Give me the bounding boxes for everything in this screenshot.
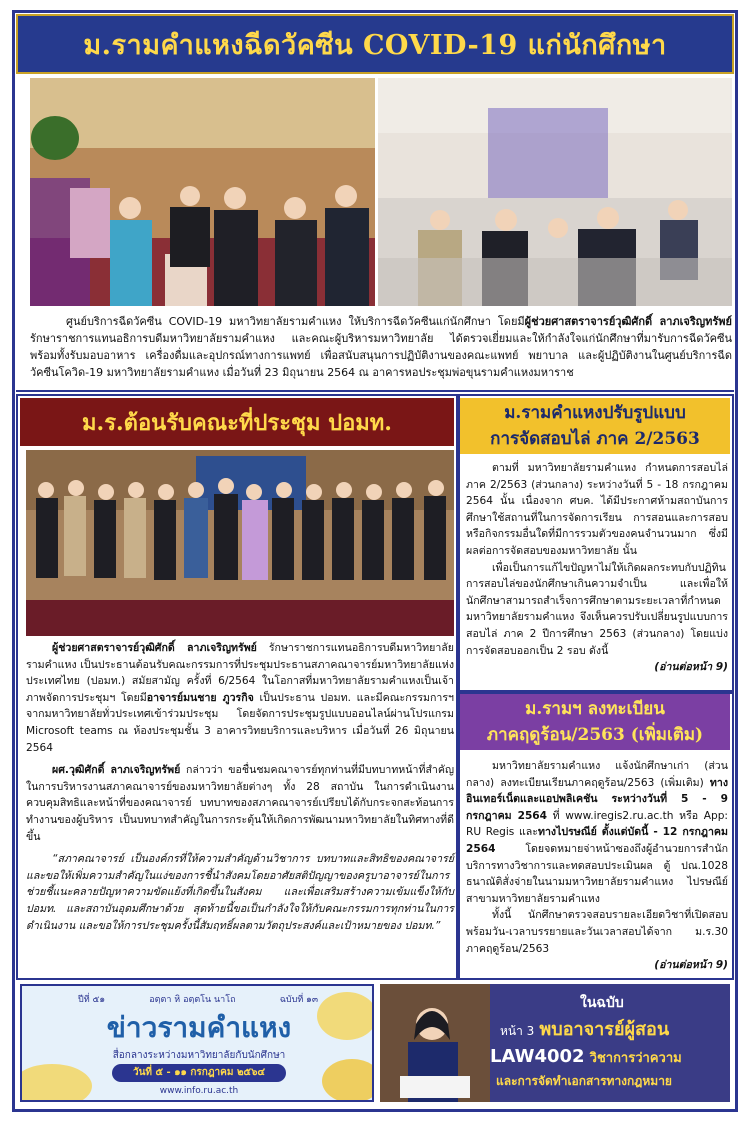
inside-page-line — [500, 1014, 669, 1043]
register-headline: ม.รามฯ ลงทะเบียน ภาคฤดูร้อน/2563 (เพิ่มเติม) — [460, 694, 730, 750]
masthead-website: www.info.ru.ac.th — [159, 1086, 239, 1096]
welcome-article: ผู้ช่วยศาสตราจารย์วุฒิศักดิ์ ลาภเจริญทรัพย์ รักษาราชการแทนอธิการบดีมหาวิทยาลัยรามคำแหง เป็นประธานต้อนรับคณะกรรมการที่ประชุมประธานสภาคณาจารย์มหาวิทยาลัยแห่งประเทศไทย (ปอมท.) สมัยสามัญ ครั้งที่ 6/2564 ในโอกาสที่มหาวิทยาลัยรามคำแหงเป็นเจ้าภาพจัดการประชุมฯ โดยมีอาจารย์มนชาย ภูวรกิจ เป็นประธาน ปอมท. และมีคณะกรรมการฯ จากมหาวิทยาลัยทั่วประเทศเข้าร่วมประชุม โดยจัดการประชุมรูปแบบออนไลน์ผ่านโปรแกรม Microsoft teams ณ ห้องประชุมชั้น 3 อาคารวิทยบริการและบริหาร เมื่อวันที่ 26 มิถุนายน 2564 ผศ.วุฒิศักดิ์ ลาภเจริญทรัพย์ กล่าวว่า ขอชื่นชมคณาจารย์ทุกท่านที่มีบทบาทหน้าที่สำคัญในการบริหารงานสภาคณาจารย์ของมหาวิทยาลัยต่างๆ ทั้ง 28 สถาบัน ในการดำเนินงานควบคุมสิทธิและหน้าที่ของคณาจารย์ บทบาทของสภาคณาจารย์เปรียบได้กับกระจกสะท้อนการทำงานของผู้บริหาร เป็นบทบาทสำคัญในการกระตุ้นให้เกิดการพัฒนามหาวิทยาลัยในทิศทางที่ดีขึ้น “สภาคณาจารย์ เป็นองค์กรที่ให้ความสำคัญด้านวิชาการ บทบาทและสิทธิของคณาจารย์ และขอให้เพิ่มความสำคัญในแง่ของการชี้นำสังคมโดยอาศัยสติปัญญาของครูบาอาจารย์ในการช่วยชี้แนะคลายปัญหาความขัดแย้งที่เกิดขึ้นในสังคม และเพื่อเสริมสร้างความเข้มแข็งให้กับ ปอมท. และสถาบันอุดมศึกษาด้วย สุดท้ายนี้ขอเป็นกำลังใจให้กับคณะกรรมการทุกท่านในการดำเนินงาน และขอให้การประชุมครั้งนี้สัมฤทธิ์ผลตามวัตถุประสงค์และเป้าหมายของ ปอมท.” — [26, 642, 455, 932]
register-read-more: (อ่านต่อหน้า 9) — [654, 959, 728, 972]
welcome-headline: ม.ร.ต้อนรับคณะที่ประชุม ปอมท. — [20, 398, 454, 446]
course-code: LAW4002 — [490, 1046, 585, 1067]
vaccine-photo-left — [30, 78, 375, 306]
vaccine-caption: ศูนย์บริการฉีดวัคซีน COVID-19 มหาวิทยาลัยรามคำแหง ให้บริการฉีดวัคซีนแก่นักศึกษา โดยมีผู้ช่วยศาสตราจารย์วุฒิศักดิ์ ลาภเจริญทรัพย์ รักษาราชการแทนอธิการบดีมหาวิทยาลัยรามคำแหง และคณะผู้บริหารมหาวิทยาลัย ได้ตรวจเยี่ยมและให้กำลังใจแก่นักศึกษาที่มารับการฉีดวัคซีน พร้อมทั้งรับมอบอาหาร เครื่องดื่มและอุปกรณ์ทางการแพทย์ เพื่อสนับสนุนการปฏิบัติงานของคณะแพทย์ พยาบาล และผู้ปฏิบัติงานในศูนย์บริการฉีดวัคซีนโควิด-19 มหาวิทยาลัยรามคำแหง เมื่อวันที่ 23 มิถุนายน 2564 ณ อาคารหอประชุมพ่อขุนรามคำแหงมหาราช — [30, 315, 732, 379]
course-name: วิชาการว่าความ — [589, 1051, 682, 1066]
masthead-top-line: ปีที่ ๕๑ อตฺตา หิ อตฺตโน นาโถ ฉบับที่ ๑๓ — [78, 995, 318, 1005]
inside-this-issue — [380, 984, 730, 1102]
masthead — [20, 984, 374, 1102]
inside-feature: พบอาจารย์ผู้สอน — [539, 1019, 670, 1040]
welcome-group-photo — [26, 450, 454, 636]
masthead-tagline: สื่อกลางระหว่างมหาวิทยาลัยกับนักศึกษา — [112, 1050, 286, 1061]
exam-read-more: (อ่านต่อหน้า 9) — [654, 661, 728, 674]
inside-page: หน้า 3 — [500, 1024, 535, 1038]
masthead-date-badge: วันที่ ๕ - ๑๑ กรกฎาคม ๒๕๖๔ — [112, 1064, 286, 1082]
masthead-title: ข่าวรามคำแหง — [106, 1011, 292, 1044]
course-line — [490, 1046, 682, 1068]
exam-article: ตามที่ มหาวิทยาลัยรามคำแหง กำหนดการสอบไล่ภาค 2/2563 (ส่วนกลาง) ระหว่างวันที่ 5 - 18 กรกฎาคม 2564 นั้น เนื่องจาก ศบค. ได้มีประกาศห้ามสถาบันการศึกษาใช้สถานที่ในการจัดการเรียน การสอนและการสอบ หรือกิจกรรมอื่นใดที่มีการรวมตัวของคนจำนวนมาก ซึ่งมีผลต่อการจัดสอบของมหาวิทยาลัย นั้น เพื่อเป็นการแก้ไขปัญหาไม่ให้เกิดผลกระทบกับปฏิทินการสอบไล่ของนักศึกษาเกินความจำเป็น และเพื่อให้นักศึกษาสามารถสำเร็จการศึกษาตามระยะเวลาที่กำหนด มหาวิทยาลัยรามคำแหง จึงเห็นควรปรับเปลี่ยนรูปแบบการสอบไล่ ภาค 2 ปีการศึกษา 2563 (ส่วนกลาง) โดยแบ่งการจัดสอบออกเป็น 2 รอบ ดังนี้ (อ่านต่อหน้า 9) — [466, 460, 728, 676]
section-divider — [16, 390, 734, 392]
page-headline: ม.รามคำแหงฉีดวัคซีน COVID-19 แก่นักศึกษา — [16, 14, 734, 74]
inside-label: ในฉบับ — [580, 995, 624, 1011]
vaccine-photo-right — [378, 78, 732, 306]
register-article: มหาวิทยาลัยรามคำแหง แจ้งนักศึกษาเก่า (ส่วนกลาง) ลงทะเบียนเรียนภาคฤดูร้อน/2563 (เพิ่มเติม) ทางอินเทอร์เน็ตและแอปพลิเคชัน ระหว่างวันที่ 5 - 9 กรกฎาคม 2564 ที่ www.iregis2.ru.ac.th หรือ App: RU Regis และทางไปรษณีย์ ตั้งแต่บัดนี้ - 12 กรกฎาคม 2564 โดยจดหมายจ่าหน้าซองถึงผู้อำนวยการสำนักบริการทางวิชาการและทดสอบประเมินผล ตู้ ปณ.1028 ธนาณัติสั่งจ่ายในนามมหาวิทยาลัยรามคำแหง ไปรษณีย์สาขามหาวิทยาลัยรามคำแหง ทั้งนี้ นักศึกษาตรวจสอบรายละเอียดวิชาที่เปิดสอบ พร้อมวัน-เวลาบรรยายและวันเวลาสอบได้จาก ม.ร.30 ภาคฤดูร้อน/2563 (อ่านต่อหน้า 9) — [466, 758, 728, 974]
course-name-2: และการจัดทำเอกสารทางกฎหมาย — [496, 1074, 672, 1088]
exam-headline: ม.รามคำแหงปรับรูปแบบ การจัดสอบไล่ ภาค 2/2563 — [460, 398, 730, 454]
